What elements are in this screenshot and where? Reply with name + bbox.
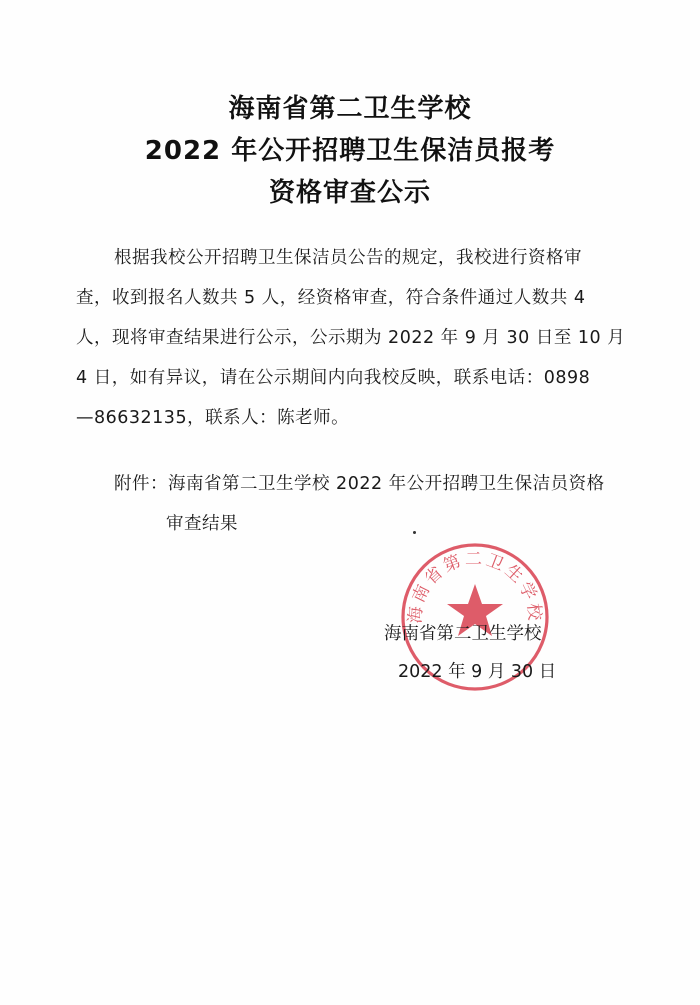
- body-line-3: 人，现将审查结果进行公示，公示期为 2022 年 9 月 30 日至 10 月: [76, 328, 626, 348]
- seal-text: 海南省第二卫生学校: [405, 549, 545, 625]
- body-line-1: 根据我校公开招聘卫生保洁员公告的规定，我校进行资格审: [114, 248, 582, 268]
- title-line-1: 海南省第二卫生学校: [228, 94, 472, 124]
- title-line-2: 2022 年公开招聘卫生保洁员报考: [144, 136, 556, 166]
- ink-dot: [413, 531, 416, 534]
- signature-org: 海南省第二卫生学校: [384, 624, 542, 644]
- title-line-3: 资格审查公示: [268, 178, 431, 208]
- body-line-4: 4 日，如有异议，请在公示期间内向我校反映，联系电话：0898: [76, 368, 591, 388]
- body-line-5: —86632135，联系人：陈老师。: [76, 408, 350, 428]
- attachment-line-2: 审查结果: [166, 514, 238, 534]
- signature-date: 2022 年 9 月 30 日: [398, 662, 557, 682]
- attachment-line-1: 附件：海南省第二卫生学校 2022 年公开招聘卫生保洁员资格: [114, 474, 605, 494]
- body-line-2: 查，收到报名人数共 5 人，经资格审查，符合条件通过人数共 4: [76, 288, 586, 308]
